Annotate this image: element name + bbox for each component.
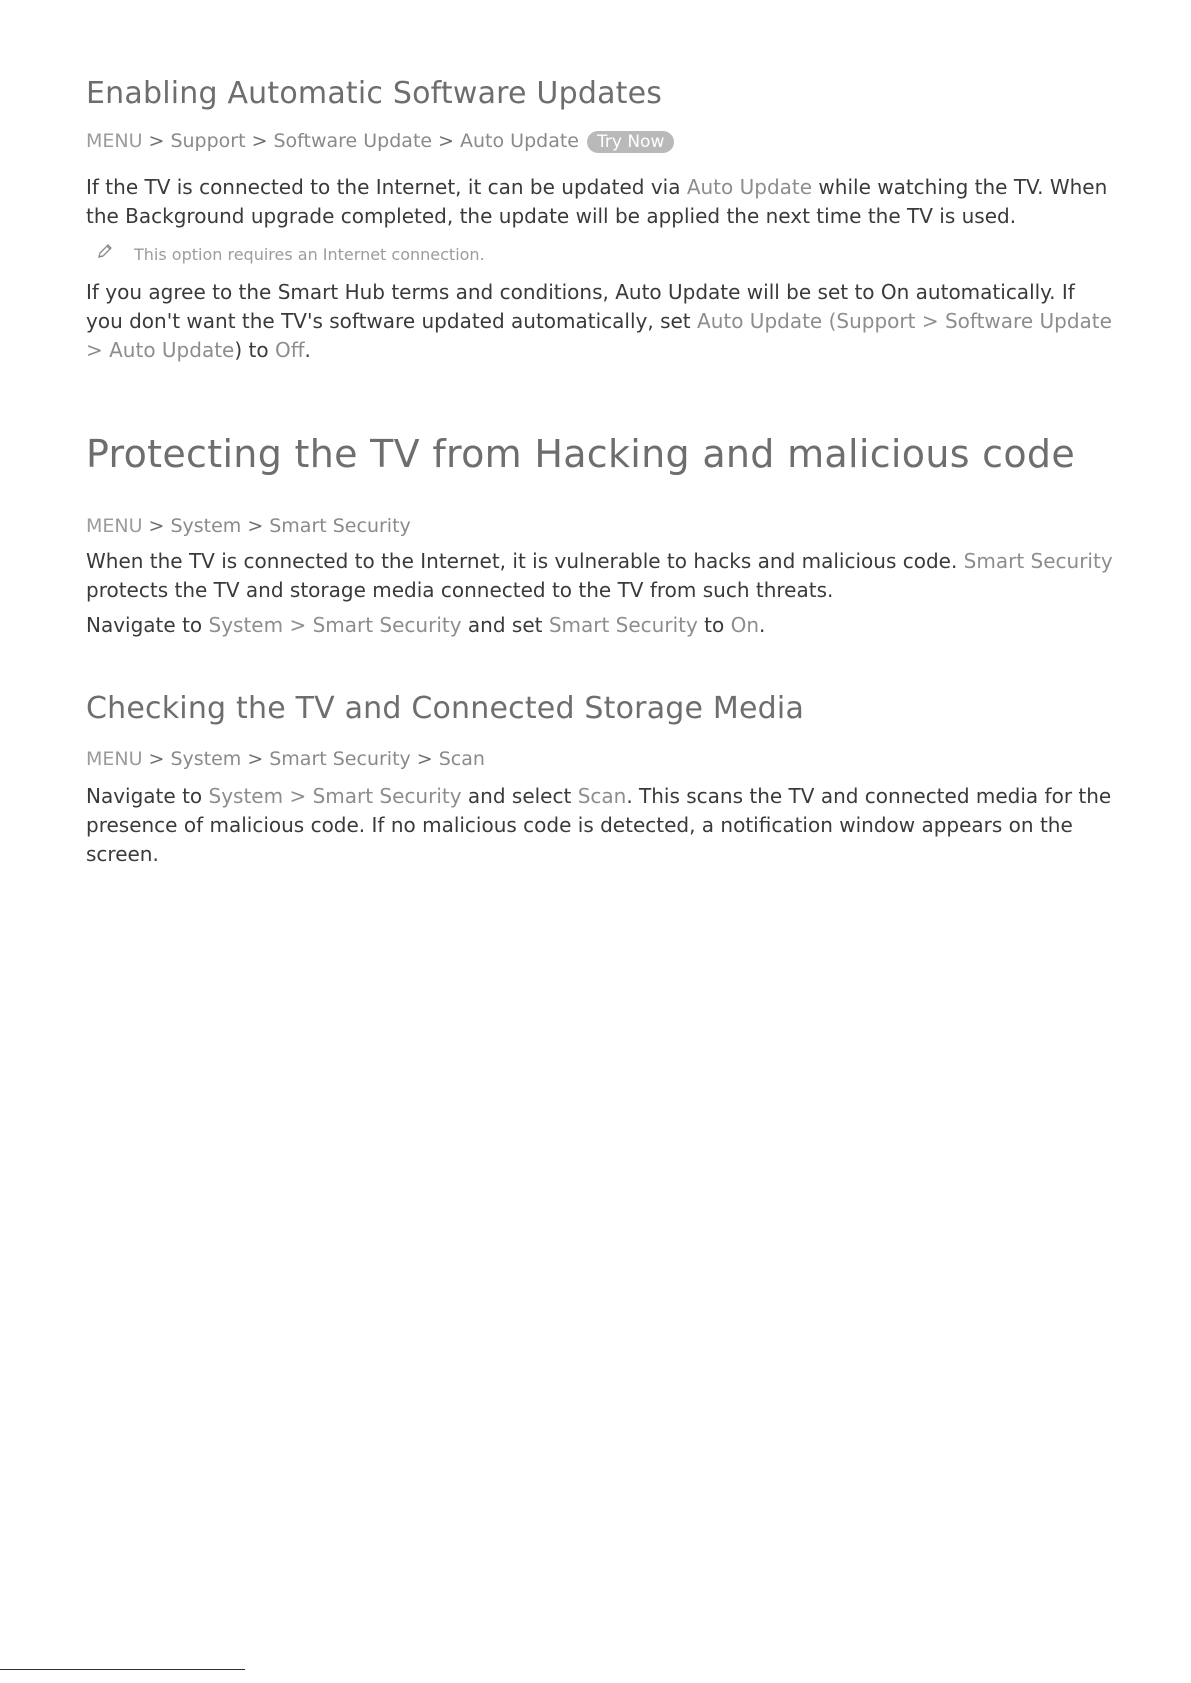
breadcrumb-separator: > bbox=[247, 515, 264, 537]
highlight-on: On bbox=[730, 613, 760, 637]
paragraph-text: and set bbox=[461, 613, 549, 637]
breadcrumb-system: System bbox=[170, 748, 242, 770]
note-text: This option requires an Internet connection. bbox=[134, 245, 485, 264]
paragraph-text: . bbox=[759, 613, 766, 637]
breadcrumb-auto-update: Auto Update bbox=[460, 130, 579, 152]
highlight-auto-update: Auto Update bbox=[109, 338, 235, 362]
paragraph-text: . bbox=[304, 338, 311, 362]
highlight-smart-security: Smart Security bbox=[312, 613, 462, 637]
breadcrumb-smart-security: Smart Security bbox=[269, 515, 411, 537]
highlight-separator: > bbox=[86, 338, 110, 362]
breadcrumb-separator: > bbox=[148, 515, 165, 537]
highlight-off: Off bbox=[274, 338, 305, 362]
breadcrumb-separator: > bbox=[148, 130, 165, 152]
highlight-software-update: Software Update bbox=[944, 309, 1112, 333]
highlight-auto-update: Auto Update bbox=[697, 309, 823, 333]
breadcrumb-separator: > bbox=[251, 130, 268, 152]
note-internet-required bbox=[96, 242, 485, 264]
paragraph-text: ) to bbox=[234, 338, 275, 362]
breadcrumb-support: Support bbox=[170, 130, 246, 152]
paragraph-smart-security-intro bbox=[86, 547, 1116, 605]
highlight-separator: > bbox=[915, 309, 945, 333]
highlight-system: System bbox=[208, 613, 284, 637]
breadcrumb-software-update: Software Update bbox=[273, 130, 433, 152]
breadcrumb-menu: MENU bbox=[86, 130, 143, 152]
highlight-smart-security: Smart Security bbox=[548, 613, 698, 637]
breadcrumb-scan: Scan bbox=[438, 748, 485, 770]
section-title-protecting-tv: Protecting the TV from Hacking and malicious code bbox=[86, 432, 1076, 476]
paragraph-text: while watching the TV. When the Background upgrade completed, the update will be applied the next time the TV is used. bbox=[86, 175, 1108, 228]
paragraph-text: Navigate to bbox=[86, 613, 209, 637]
highlight-smart-security: Smart Security bbox=[963, 549, 1113, 573]
breadcrumb-scan bbox=[86, 748, 485, 770]
paragraph-text: . This scans the TV and connected media for the presence of malicious code. If no malicious code is detected, a notification window appears on the screen. bbox=[86, 784, 1112, 866]
highlight-separator: > bbox=[283, 784, 313, 808]
breadcrumb-separator: > bbox=[148, 748, 165, 770]
breadcrumb-system: System bbox=[170, 515, 242, 537]
paragraph-smart-security-navigate bbox=[86, 611, 1116, 640]
breadcrumb-menu: MENU bbox=[86, 748, 143, 770]
paragraph-text: and select bbox=[461, 784, 578, 808]
section-title-checking-tv: Checking the TV and Connected Storage Media bbox=[86, 691, 805, 726]
breadcrumb-menu: MENU bbox=[86, 515, 143, 537]
paragraph-text: protects the TV and storage media connected to the TV from such threats. bbox=[86, 578, 834, 602]
highlight-auto-update: Auto Update bbox=[686, 175, 813, 199]
breadcrumb-separator: > bbox=[416, 748, 433, 770]
paragraph-text: Navigate to bbox=[86, 784, 209, 808]
breadcrumb-smart-security: Smart Security bbox=[269, 748, 411, 770]
paragraph-auto-update-intro bbox=[86, 173, 1116, 231]
paragraph-auto-update-setting bbox=[86, 278, 1116, 365]
footer-divider bbox=[0, 1669, 245, 1670]
section-title-auto-update: Enabling Automatic Software Updates bbox=[86, 76, 663, 111]
paragraph-scan bbox=[86, 782, 1116, 869]
breadcrumb-smart-security bbox=[86, 515, 411, 537]
breadcrumb-separator: > bbox=[438, 130, 455, 152]
highlight-separator: > bbox=[283, 613, 313, 637]
pencil-note-icon bbox=[96, 242, 118, 264]
paragraph-text: If you agree to the Smart Hub terms and conditions, Auto Update will be set to On automatically. If you don't want the TV's software updated automatically, set bbox=[86, 280, 1075, 333]
highlight-smart-security: Smart Security bbox=[312, 784, 462, 808]
breadcrumb-separator: > bbox=[247, 748, 264, 770]
paragraph-text: When the TV is connected to the Internet, it is vulnerable to hacks and malicious code. bbox=[86, 549, 964, 573]
paragraph-text: If the TV is connected to the Internet, it can be updated via bbox=[86, 175, 687, 199]
highlight-support: Support bbox=[836, 309, 916, 333]
breadcrumb-auto-update bbox=[86, 130, 674, 153]
try-now-button[interactable]: Try Now bbox=[587, 131, 674, 153]
highlight-system: System bbox=[208, 784, 284, 808]
highlight-paren: ( bbox=[822, 309, 837, 333]
paragraph-text: to bbox=[697, 613, 731, 637]
highlight-scan: Scan bbox=[577, 784, 627, 808]
